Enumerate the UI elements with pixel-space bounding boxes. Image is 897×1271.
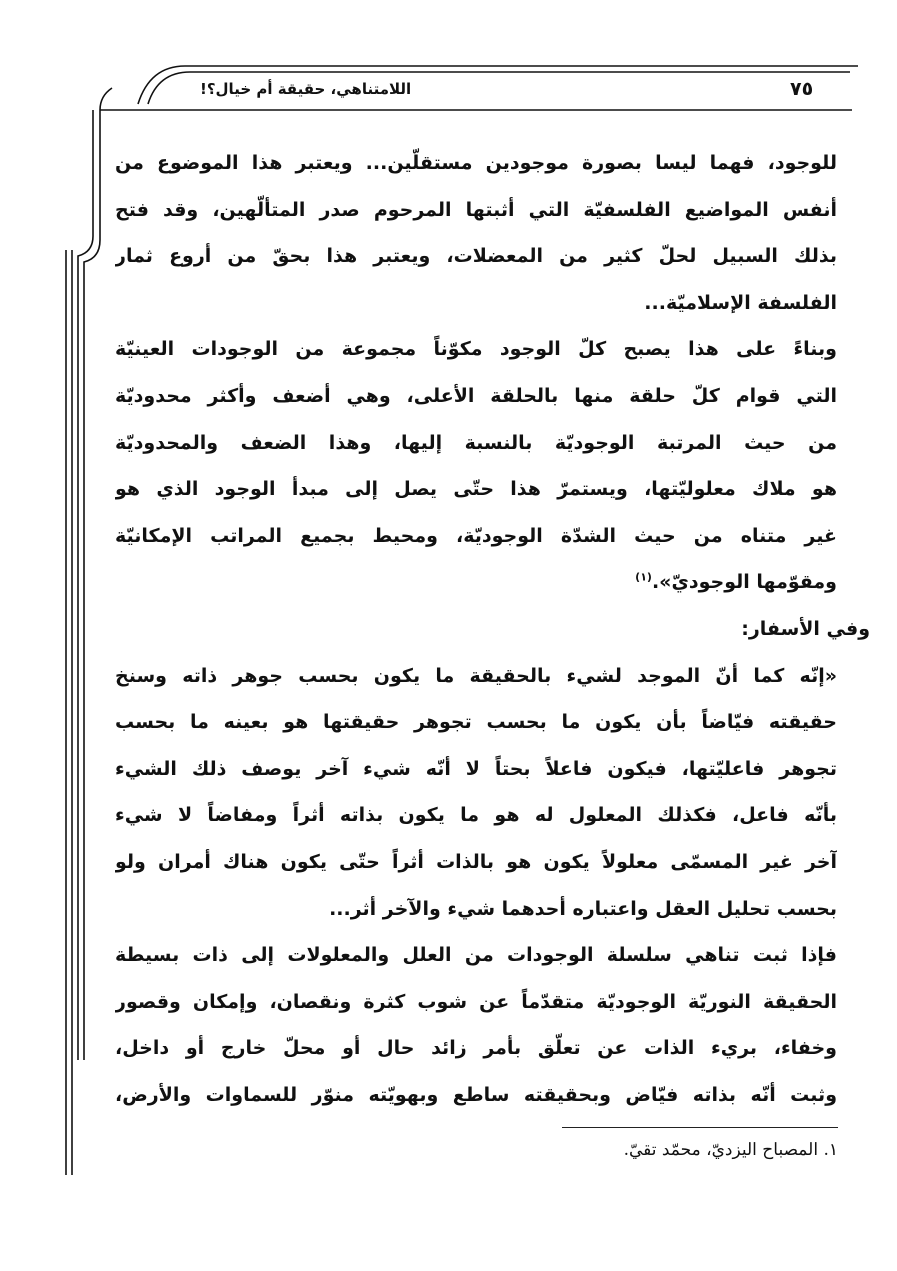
text-line: بأنّه فاعل، فكذلك المعلول له هو ما يكون بذاته أثراً ومفاضاً لا شيء: [115, 804, 837, 827]
footnote: ١. المصباح اليزديّ، محمّد تقيّ.: [623, 1140, 838, 1160]
text-line: بذلك السبيل لحلّ كثير من المعضلات، ويعتبر هذا بحقّ من أروع ثمار: [115, 245, 837, 268]
text-line: من حيث المرتبة الوجوديّة بالنسبة إليها، وهذا الضعف والمحدوديّة: [115, 431, 837, 454]
text-line: تجوهر فاعليّتها، فيكون فاعلاً بحتاً لا أنّه شيء آخر يوصف ذلك الشيء: [115, 757, 837, 780]
text-line: آخر غير المسمّى معلولاً يكون هو بالذات أثراً حتّى يكون هناك أمران ولو: [115, 850, 837, 873]
page-number: ٧٥: [790, 78, 814, 100]
text-line: للوجود، فهما ليسا بصورة موجودين مستقلّين... ويعتبر هذا الموضوع من: [115, 152, 837, 174]
text-line: وثبت أنّه بذاته فيّاض وبحقيقته ساطع وبهويّته منوّر للسماوات والأرض،: [115, 1083, 837, 1106]
text-line: أنفس المواضيع الفلسفيّة التي أثبتها المرحوم صدر المتألّهين، وقد فتح: [115, 198, 837, 221]
text-line: هو ملاك معلوليّتها، ويستمرّ هذا حتّى يصل إلى مبدأ الوجود الذي هو: [115, 478, 837, 501]
text-line: فإذا ثبت تناهي سلسلة الوجودات من العلل والمعلولات إلى ذات بسيطة: [115, 944, 837, 967]
text-line: بحسب تحليل العقل واعتباره أحدهما شيء والآخر أثر...: [329, 897, 837, 920]
text-line: حقيقته فيّاضاً بأن يكون ما بحسب تجوهر حقيقتها هو بعينه ما بحسب: [115, 711, 837, 734]
text-line: غير متناه من حيث الشدّة الوجوديّة، ومحيط بجميع المراتب الإمكانيّة: [115, 524, 837, 547]
text-line: وفي الأسفار:: [741, 617, 870, 640]
text-line: وبناءً على هذا يصبح كلّ الوجود مكوّناً مجموعة من الوجودات العينيّة: [115, 338, 837, 361]
footnote-separator: [562, 1127, 838, 1128]
text-line-with-footnote: [115, 559, 837, 606]
text-line: التي قوام كلّ حلقة منها بالحلقة الأعلى، وهي أضعف وأكثر محدوديّة: [115, 384, 837, 407]
footnote-reference[interactable]: (١): [635, 571, 652, 585]
running-title: اللامتناهي، حقيقة أم خيال؟!: [200, 80, 412, 98]
text-line: الفلسفة الإسلاميّة...: [644, 291, 837, 314]
body-text: [115, 140, 870, 1118]
text-line: «إنّه كما أنّ الموجد لشيء بالحقيقة ما يكون بحسب جوهر ذاته وسنخ: [115, 664, 837, 687]
text-line: ومقوّمها الوجوديّ».: [651, 571, 837, 594]
text-line: الحقيقة النوريّة الوجوديّة متقدّماً عن شوب كثرة ونقصان، وإمكان وقصور: [115, 990, 837, 1013]
text-line: وخفاء، بريء الذات عن تعلّق بأمر زائد حال أو محلّ خارج أو داخل،: [115, 1037, 837, 1060]
